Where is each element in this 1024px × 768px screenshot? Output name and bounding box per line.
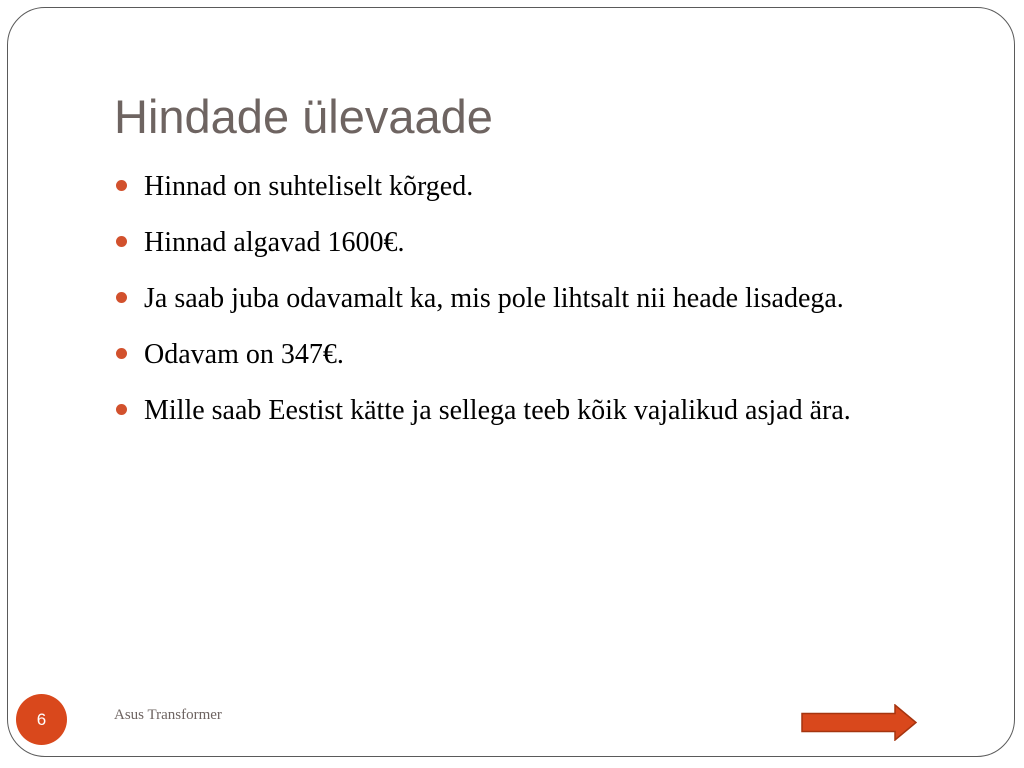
bullet-dot-icon	[116, 404, 127, 415]
bullet-text: Hinnad algavad 1600€.	[144, 227, 405, 258]
bullet-item	[114, 278, 984, 320]
bullet-text: Hinnad on suhteliselt kõrged.	[144, 171, 474, 202]
bullet-dot-icon	[116, 180, 127, 191]
bullet-dot-icon	[116, 292, 127, 303]
bullet-dot-icon	[116, 348, 127, 359]
bullet-list	[114, 166, 984, 446]
bullet-dot-icon	[116, 236, 127, 247]
bullet-text: Ja saab juba odavamalt ka, mis pole lihtsalt nii heade lisadega.	[144, 283, 844, 314]
slide-title: Hindade ülevaade	[114, 90, 493, 143]
bullet-text: Mille saab Eestist kätte ja sellega teeb kõik vajalikud asjad ära.	[144, 395, 851, 426]
bullet-item	[114, 222, 984, 264]
bullet-item	[114, 166, 984, 208]
slide-number-badge: 6	[16, 694, 67, 745]
next-slide-arrow-icon[interactable]	[801, 704, 917, 741]
bullet-text: Odavam on 347€.	[144, 339, 344, 370]
bullet-item	[114, 390, 984, 432]
footer-text: Asus Transformer	[114, 707, 222, 723]
arrow-shape[interactable]	[802, 705, 916, 740]
bullet-item	[114, 334, 984, 376]
